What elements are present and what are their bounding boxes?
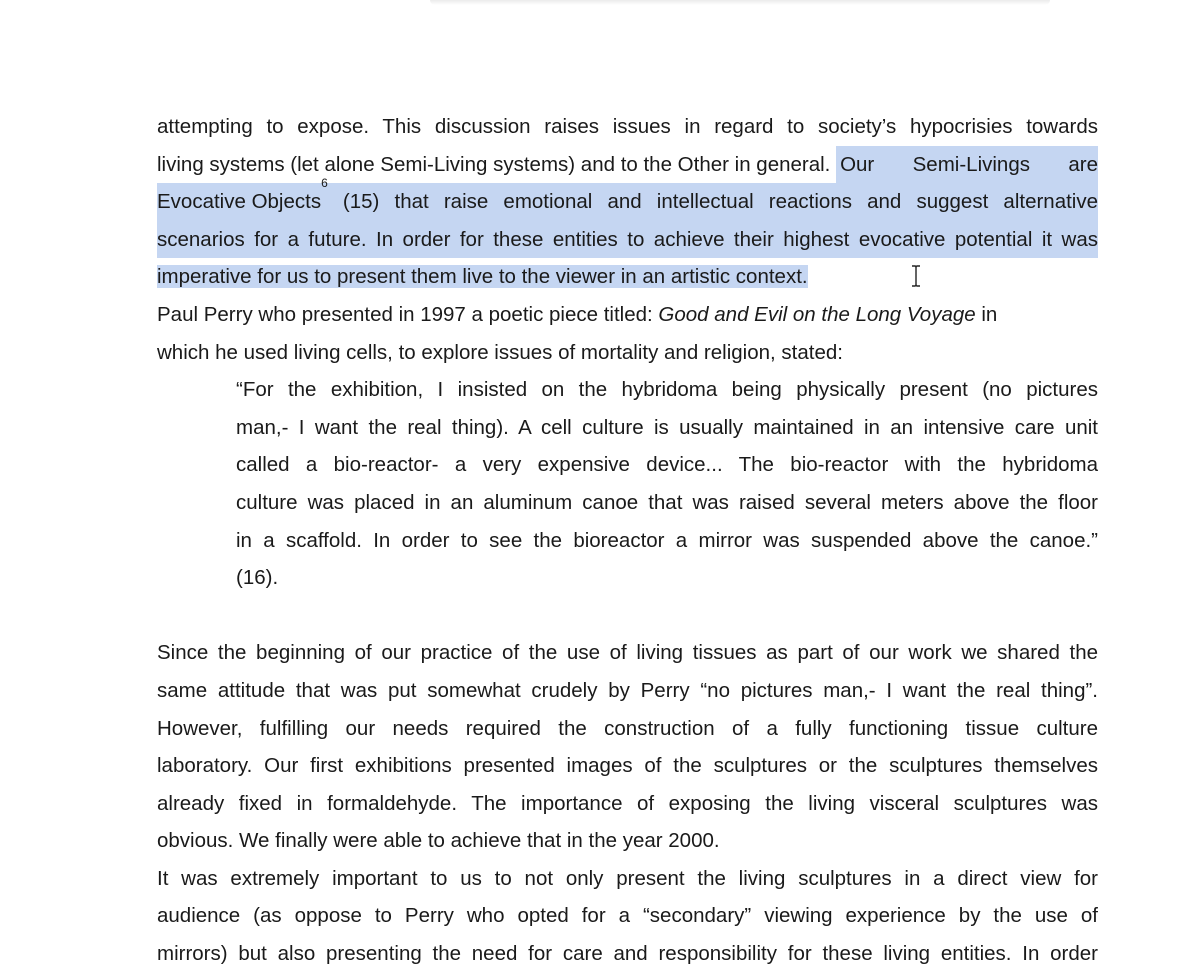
selected-text-line[interactable]: scenarios for a future. In order for these entities to achieve their highest evocative potential it was	[157, 221, 1098, 259]
selected-text-line[interactable]	[157, 176, 1098, 221]
text-run: Evocative Objects	[157, 190, 322, 214]
text-line	[157, 296, 1098, 334]
text-line: obvious. We finally were able to achieve that in the year 2000.	[157, 829, 720, 853]
quote-line: culture was placed in an aluminum canoe that was raised several meters above the floor	[236, 490, 1098, 514]
quote-line: in a scaffold. In order to see the bioreactor a mirror was suspended above the canoe.”	[236, 528, 1098, 552]
text-line: It was extremely important to us to not only present the living sculptures in a direct view for	[157, 866, 1098, 890]
text-line: already fixed in formaldehyde. The importance of exposing the living visceral sculptures was	[157, 791, 1098, 815]
paragraph-1	[157, 108, 1098, 296]
paragraph-4	[157, 860, 1098, 973]
text-line: same attitude that was put somewhat crudely by Perry “no pictures man,- I want the real thing”.	[157, 678, 1098, 702]
text-run: Paul Perry who presented in 1997 a poetic piece titled:	[157, 302, 659, 326]
text-line	[157, 258, 1098, 296]
quote-line: man,- I want the real thing). A cell culture is usually maintained in an intensive care unit	[236, 415, 1098, 439]
text-line: attempting to expose. This discussion raises issues in regard to society’s hypocrisies towards	[157, 115, 1098, 138]
paragraph-3	[157, 634, 1098, 860]
selected-text[interactable]: imperative for us to present them live to the viewer in an artistic context.	[157, 265, 808, 289]
paragraph-spacer	[157, 597, 1098, 635]
block-quote	[157, 371, 1098, 597]
text-line: which he used living cells, to explore issues of mortality and religion, stated:	[157, 340, 843, 364]
text-line: However, fulfilling our needs required the construction of a fully functioning tissue culture	[157, 716, 1098, 740]
text-line	[157, 146, 1098, 184]
text-run: (15) that raise emotional and intellectual reactions and suggest alternative	[327, 190, 1098, 214]
quote-line: (16).	[236, 566, 279, 590]
page-top-shadow	[430, 0, 1050, 5]
footnote-marker[interactable]: 6	[321, 176, 328, 191]
text-run: living systems (let alone Semi-Living systems) and to the Other in general.	[157, 152, 837, 176]
selected-text[interactable]: Our Semi-Livings are	[836, 146, 1098, 184]
text-line: audience (as oppose to Perry who opted for a “secondary” viewing experience by the use of	[157, 904, 1098, 928]
document-page[interactable]	[157, 108, 1098, 973]
paragraph-2	[157, 296, 1098, 371]
text-line: laboratory. Our first exhibitions presented images of the sculptures or the sculptures themselves	[157, 754, 1098, 778]
text-run: in	[975, 302, 998, 326]
quote-line: called a bio-reactor- a very expensive device... The bio-reactor with the hybridoma	[236, 453, 1098, 477]
i-beam-cursor-icon	[909, 265, 923, 287]
work-title: Good and Evil on the Long Voyage	[658, 302, 976, 326]
text-line: mirrors) but also presenting the need for care and responsibility for these living entities. In order	[157, 942, 1098, 966]
quote-line: “For the exhibition, I insisted on the hybridoma being physically present (no pictures	[236, 378, 1098, 402]
text-line: Since the beginning of our practice of the use of living tissues as part of our work we shared the	[157, 641, 1098, 665]
